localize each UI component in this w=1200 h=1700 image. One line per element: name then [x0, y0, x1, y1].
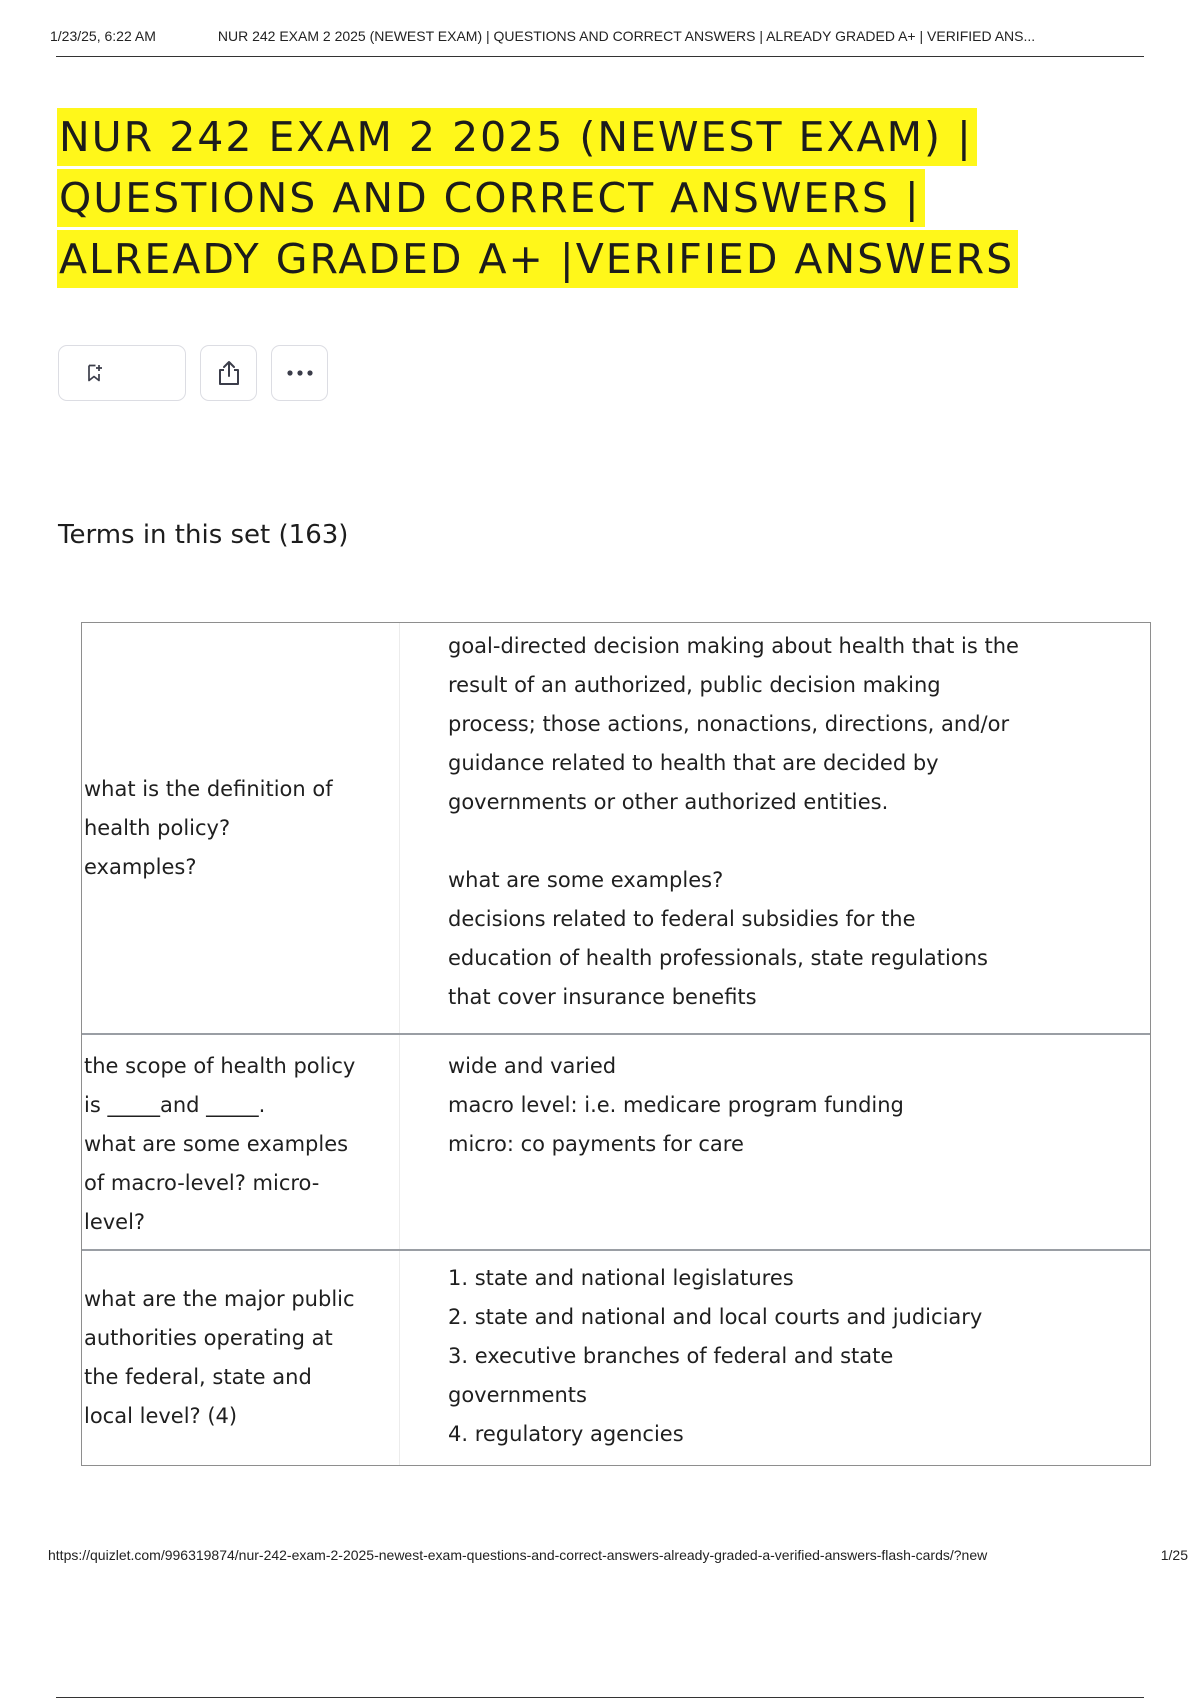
definition-line: wide and varied: [448, 1054, 617, 1078]
definition-line: process; those actions, nonactions, directions, and/or: [448, 712, 1010, 736]
card-definition: [400, 623, 1150, 1033]
card-term: [82, 623, 400, 1033]
definition-line: that cover insurance benefits: [448, 985, 757, 1009]
title-line: QUESTIONS AND CORRECT ANSWERS |: [57, 169, 925, 227]
flashcard-row: [82, 1249, 1150, 1465]
card-term: [82, 1035, 400, 1249]
definition-line: 4. regulatory agencies: [448, 1422, 684, 1446]
term-line: examples?: [84, 854, 197, 879]
flashcard-list: [81, 622, 1151, 1466]
definition-line: 3. executive branches of federal and state: [448, 1344, 894, 1368]
definition-line: 1. state and national legislatures: [448, 1266, 794, 1290]
more-options-button[interactable]: [271, 345, 328, 401]
definition-line: what are some examples?: [448, 868, 724, 892]
flashcard-row: [82, 623, 1150, 1033]
print-header: [50, 28, 1150, 44]
term-line: level?: [84, 1210, 146, 1234]
action-bar: [58, 345, 328, 401]
flashcard-row: [82, 1033, 1150, 1249]
page-url: https://quizlet.com/996319874/nur-242-exam-2-2025-newest-exam-questions-and-correct-answers-already-graded-a-verified-answers-flash-cards/?new: [48, 1547, 988, 1563]
title-line: ALREADY GRADED A+ |VERIFIED ANSWERS: [57, 230, 1018, 288]
title-line: NUR 242 EXAM 2 2025 (NEWEST EXAM) |: [57, 108, 977, 166]
card-definition: [400, 1251, 1150, 1465]
header-divider: [56, 56, 1144, 57]
term-line: is _____and _____.: [84, 1093, 266, 1117]
print-footer: [48, 1547, 1188, 1563]
term-line: the scope of health policy: [84, 1054, 356, 1078]
definition-line: macro level: i.e. medicare program funding: [448, 1093, 904, 1117]
definition-line: decisions related to federal subsidies for the: [448, 907, 916, 931]
definition-line: education of health professionals, state regulations: [448, 946, 988, 970]
bookmark-add-icon: [85, 363, 105, 383]
definition-line: governments or other authorized entities.: [448, 790, 889, 814]
share-icon: [214, 358, 244, 388]
term-line: the federal, state and: [84, 1365, 312, 1389]
term-line: local level? (4): [84, 1404, 238, 1428]
definition-line: result of an authorized, public decision making: [448, 673, 941, 697]
definition-line: goal-directed decision making about health that is the: [448, 634, 1019, 658]
term-line: what are some examples: [84, 1132, 349, 1156]
card-term: [82, 1251, 400, 1465]
term-line: authorities operating at: [84, 1326, 333, 1350]
definition-line: micro: co payments for care: [448, 1132, 744, 1156]
print-page-title: NUR 242 EXAM 2 2025 (NEWEST EXAM) | QUESTIONS AND CORRECT ANSWERS | ALREADY GRADED A+ | VERIFIED ANS...: [217, 28, 1036, 44]
term-line: what is the definition of: [84, 776, 333, 801]
definition-line: governments: [448, 1383, 587, 1407]
share-button[interactable]: [200, 345, 257, 401]
definition-spacer: [448, 822, 1110, 861]
print-datetime: 1/23/25, 6:22 AM: [50, 28, 156, 44]
terms-heading: Terms in this set (163): [58, 520, 349, 550]
page-title: [57, 108, 1117, 291]
definition-line: 2. state and national and local courts and judiciary: [448, 1305, 983, 1329]
save-button[interactable]: [58, 345, 186, 401]
footer-divider: [56, 1697, 1144, 1698]
term-line: of macro-level? micro-: [84, 1171, 320, 1195]
term-line: what are the major public: [84, 1287, 355, 1311]
term-line: health policy?: [84, 815, 231, 840]
definition-line: guidance related to health that are decided by: [448, 751, 939, 775]
page-number: 1/25: [1160, 1547, 1188, 1563]
more-horizontal-icon: [285, 368, 315, 378]
card-definition: [400, 1035, 1150, 1249]
